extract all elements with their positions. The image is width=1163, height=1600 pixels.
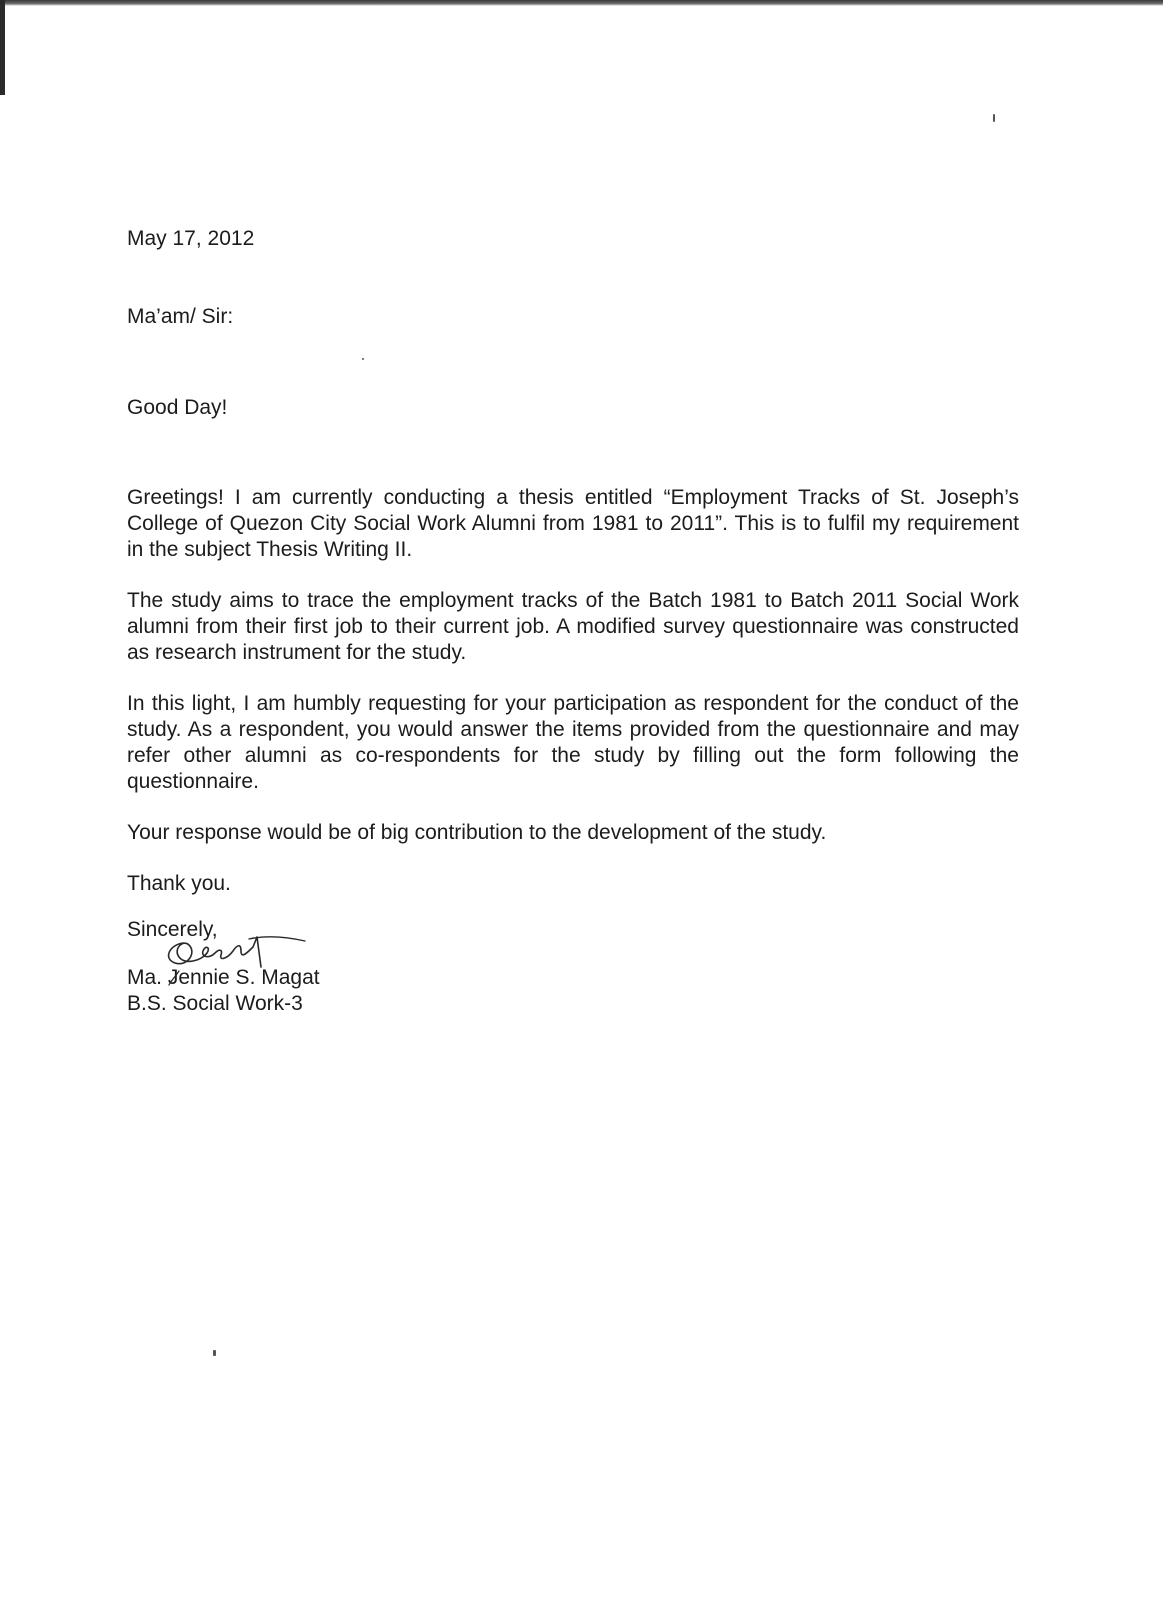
letter-paragraph-intro: Greetings! I am currently conducting a thesis entitled “Employment Tracks of St. Joseph’s College of Quezon City Social Work Alumni from 1981 to 2011”. This is to fulfil my requirement in the subject Thesis Writing II. [127, 486, 1019, 561]
handwritten-signature [149, 923, 309, 987]
letter-paragraph-contribution: Your response would be of big contribution to the development of the study. [127, 821, 827, 844]
scan-speck [213, 1350, 216, 1356]
letter-paragraph-request: In this light, I am humbly requesting for your participation as respondent for the conduct of the study. As a respondent, you would answer the items provided from the questionnaire and may refer other alumni as co-respondents for the study by filling out the form following the questionnaire. [127, 692, 1019, 793]
scan-left-edge [0, 0, 5, 95]
letter-body [127, 226, 1019, 1017]
scan-speck [993, 114, 995, 122]
signer-name: Ma. Jennie S. Magat [127, 966, 320, 989]
scan-top-edge [0, 0, 1163, 6]
letter-salutation: Ma’am/ Sir: [127, 305, 234, 328]
letter-date: May 17, 2012 [127, 227, 255, 250]
signer-course: B.S. Social Work-3 [127, 992, 303, 1015]
letter-thanks: Thank you. [127, 872, 231, 895]
letter-paragraph-study-aim: The study aims to trace the employment tracks of the Batch 1981 to Batch 2011 Social Work alumni from their first job to their current job. A modified survey questionnaire was constructed as research instrument for the study. [127, 589, 1019, 664]
signature-block [127, 917, 1019, 1017]
letter-closing: Sincerely, [127, 918, 218, 941]
letter-greeting: Good Day! [127, 396, 228, 419]
